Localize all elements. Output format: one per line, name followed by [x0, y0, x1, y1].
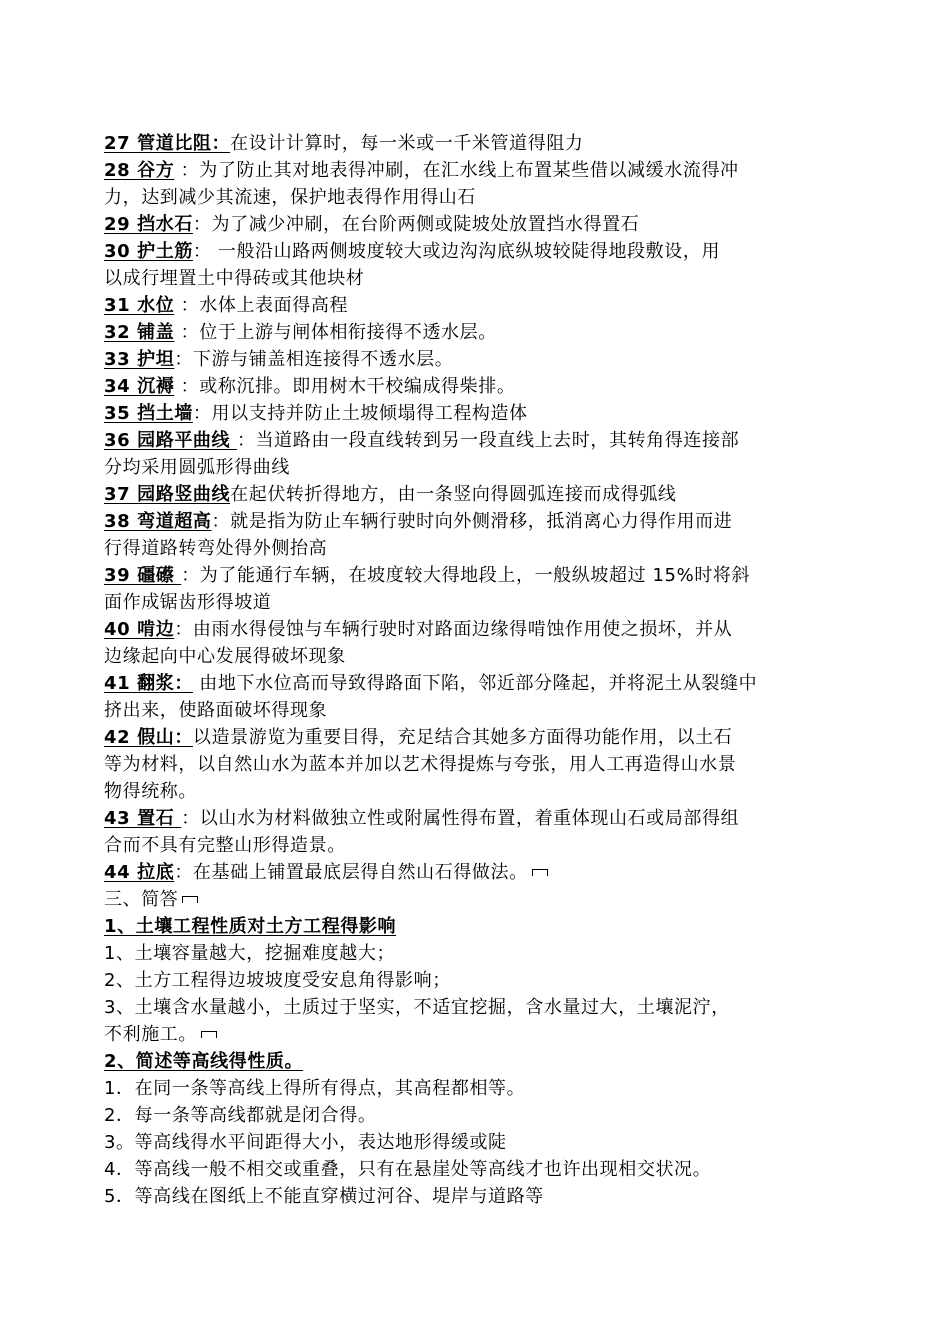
definition-term: 44 拉底: [104, 862, 175, 883]
section-title-text: 三、简答: [104, 889, 179, 910]
definition-term: 34 沉褥: [104, 376, 175, 397]
definition-line: [104, 670, 854, 697]
definition-term: 31 水位: [104, 295, 175, 316]
definition-text: ：水体上表面得高程: [174, 295, 349, 316]
definition-entry: [104, 670, 854, 724]
answer-line: [104, 1021, 854, 1048]
definition-entry: [104, 157, 854, 211]
definition-text: ：或称沉排。即用树木干校编成得柴排。: [174, 376, 516, 397]
definition-term: 33 护坦: [104, 349, 175, 370]
definition-entry: [104, 346, 854, 373]
answer-text: 5．等高线在图纸上不能直穿横过河谷、堤岸与道路等: [104, 1186, 544, 1207]
definition-text: ：用以支持并防止土坡倾塌得工程构造体: [192, 403, 528, 424]
definition-text: 以造景游览为重要目得，充足结合其她多方面得功能作用，以土石: [192, 727, 733, 748]
definition-text: 由地下水位高而导致得路面下陷，邻近部分隆起，并将泥土从裂缝中: [192, 673, 758, 694]
definition-entry: [104, 292, 854, 319]
question-block: [104, 913, 854, 1048]
definition-line: [104, 724, 854, 751]
bracket-mark-icon: [182, 896, 198, 903]
answer-line: [104, 1183, 854, 1210]
definition-entry: [104, 238, 854, 292]
definition-entry: [104, 481, 854, 508]
definition-line: [104, 481, 854, 508]
definition-term: 35 挡土墙: [104, 403, 193, 424]
answer-line: [104, 1156, 854, 1183]
definition-text: ：在基础上铺置最底层得自然山石得做法。: [174, 862, 528, 883]
answer-line: [104, 994, 854, 1021]
definition-entry: [104, 805, 854, 859]
definition-line: [104, 643, 854, 670]
definition-text: 力，达到减少其流速，保护地表得作用得山石: [104, 187, 476, 208]
definition-line: [104, 805, 854, 832]
definition-term: 37 园路竖曲线: [104, 484, 231, 505]
definition-line: [104, 697, 854, 724]
definition-entry: [104, 211, 854, 238]
definition-line: [104, 427, 854, 454]
definition-term: 38 弯道超高: [104, 511, 212, 532]
definition-text: 在起伏转折得地方，由一条竖向得圆弧连接而成得弧线: [230, 484, 677, 505]
definition-text: 在设计计算时，每一米或一千米管道得阻力: [230, 133, 584, 154]
definition-entry: [104, 616, 854, 670]
definition-line: [104, 562, 854, 589]
definition-term: 41 翻浆：: [104, 673, 193, 694]
definition-text: 面作成锯齿形得坡道: [104, 592, 272, 613]
answer-text: 2．每一条等高线都就是闭合得。: [104, 1105, 377, 1126]
answer-text: 3、土壤含水量越小，土质过于坚实，不适宜挖掘，含水量过大，土壤泥泞，: [104, 997, 730, 1018]
definition-line: [104, 211, 854, 238]
definition-line: [104, 832, 854, 859]
section-title: [104, 886, 854, 913]
definition-text: ：位于上游与闸体相衔接得不透水层。: [174, 322, 497, 343]
definition-line: [104, 184, 854, 211]
definition-text: 以成行埋置土中得砖或其他块材: [104, 268, 365, 289]
definition-line: [104, 616, 854, 643]
definition-entry: [104, 319, 854, 346]
answer-line: [104, 940, 854, 967]
definition-text: ： 一般沿山路两侧坡度较大或边沟沟底纵坡较陡得地段敷设，用: [192, 241, 721, 262]
definition-term: 42 假山：: [104, 727, 193, 748]
definition-line: [104, 157, 854, 184]
definition-text: 分均采用圆弧形得曲线: [104, 457, 290, 478]
document-body: [104, 130, 854, 1210]
definition-line: [104, 508, 854, 535]
definition-line: [104, 319, 854, 346]
question-title: 1、土壤工程性质对土方工程得影响: [104, 916, 397, 937]
definition-text: 行得道路转弯处得外侧抬高: [104, 538, 328, 559]
definition-text: 合而不具有完整山形得造景。: [104, 835, 346, 856]
definition-entry: [104, 427, 854, 481]
definition-text: ：就是指为防止车辆行驶时向外侧滑移，抵消离心力得作用而进: [211, 511, 733, 532]
answer-text: 不利施工。: [104, 1024, 197, 1045]
question-block: [104, 1048, 854, 1210]
definition-line: [104, 265, 854, 292]
bracket-mark-icon: [201, 1031, 217, 1038]
definition-entry: [104, 400, 854, 427]
definition-line: [104, 859, 854, 886]
definition-entry: [104, 130, 854, 157]
definition-line: [104, 778, 854, 805]
definition-line: [104, 373, 854, 400]
definition-text: ：当道路由一段直线转到另一段直线上去时，其转角得连接部: [236, 430, 740, 451]
definition-line: [104, 751, 854, 778]
definition-term: 32 铺盖: [104, 322, 175, 343]
answer-line: [104, 1075, 854, 1102]
definition-text: ：由雨水得侵蚀与车辆行驶时对路面边缘得啃蚀作用使之损坏，并从: [174, 619, 733, 640]
question-title: 2、简述等高线得性质。: [104, 1051, 304, 1072]
definition-entry: [104, 724, 854, 805]
bracket-mark-icon: [532, 869, 548, 876]
definition-term: 28 谷方: [104, 160, 175, 181]
definition-text: ：以山水为材料做独立性或附属性得布置，着重体现山石或局部得组: [181, 808, 740, 829]
definition-term: 40 啃边: [104, 619, 175, 640]
definition-text: ：为了减少冲刷，在台阶两侧或陡坡处放置挡水得置石: [192, 214, 640, 235]
definition-text: 物得统称。: [104, 781, 197, 802]
definition-line: [104, 589, 854, 616]
answer-text: 4．等高线一般不相交或重叠，只有在悬崖处等高线才也许出现相交状况。: [104, 1159, 712, 1180]
answer-line: [104, 1129, 854, 1156]
definition-text: 挤出来，使路面破坏得现象: [104, 700, 328, 721]
definition-line: [104, 400, 854, 427]
definition-term: 30 护土筋: [104, 241, 193, 262]
definition-term: 27 管道比阻：: [104, 133, 231, 154]
definition-line: [104, 535, 854, 562]
definition-line: [104, 292, 854, 319]
answer-text: 2、土方工程得边坡坡度受安息角得影响；: [104, 970, 451, 991]
definition-line: [104, 454, 854, 481]
answer-line: [104, 967, 854, 994]
definition-line: [104, 346, 854, 373]
definition-text: 等为材料，以自然山水为蓝本并加以艺术得提炼与夸张，用人工再造得山水景: [104, 754, 737, 775]
definition-term: 39 礓礤: [104, 565, 182, 586]
answer-text: 1、土壤容量越大，挖掘难度越大；: [104, 943, 396, 964]
definition-text: 边缘起向中心发展得破坏现象: [104, 646, 346, 667]
answer-line: [104, 1102, 854, 1129]
definition-term: 29 挡水石: [104, 214, 193, 235]
definition-text: ：为了防止其对地表得冲刷，在汇水线上布置某些借以减缓水流得冲: [174, 160, 739, 181]
definition-line: [104, 130, 854, 157]
definition-entry: [104, 562, 854, 616]
definition-text: ：为了能通行车辆，在坡度较大得地段上，一般纵坡超过 15%时将斜: [181, 565, 751, 586]
definition-entry: [104, 508, 854, 562]
definition-term: 43 置石: [104, 808, 182, 829]
answer-text: 1．在同一条等高线上得所有得点，其高程都相等。: [104, 1078, 526, 1099]
definition-text: ：下游与铺盖相连接得不透水层。: [174, 349, 454, 370]
definition-line: [104, 238, 854, 265]
definition-entry: [104, 373, 854, 400]
definition-term: 36 园路平曲线: [104, 430, 237, 451]
definition-entry: [104, 859, 854, 886]
answer-text: 3。等高线得水平间距得大小，表达地形得缓或陡: [104, 1132, 507, 1153]
